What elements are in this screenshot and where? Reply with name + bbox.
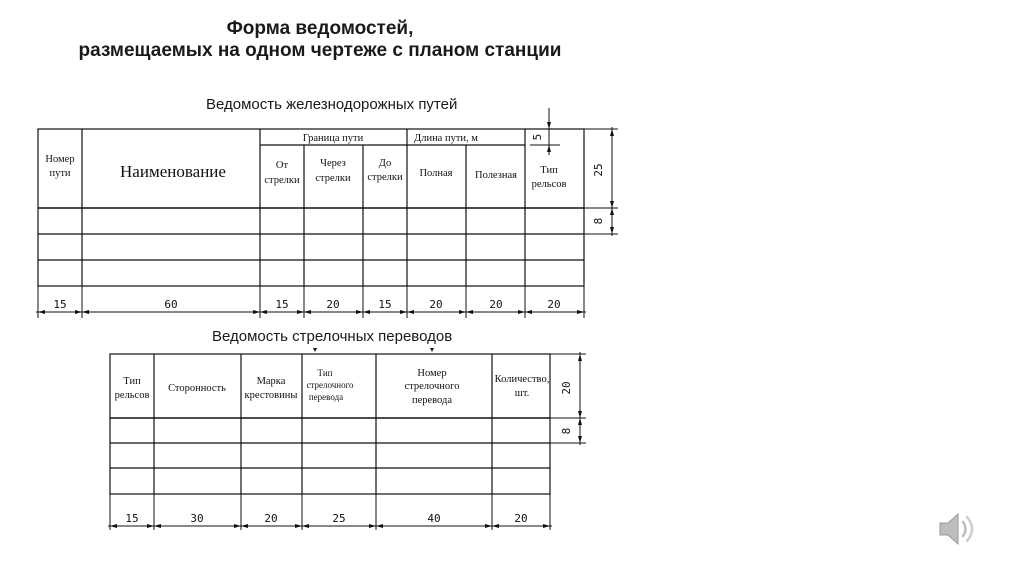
t1-h-nomer-2: пути — [49, 168, 71, 179]
t2-h-nomer-2: стрелочного — [404, 381, 460, 392]
t1-h-name: Наименование — [120, 162, 226, 181]
t2-h-nomer-1: Номер — [417, 368, 447, 379]
t2-h-tipp-3: перевода — [308, 392, 344, 402]
t1-h-cherez-2: стрелки — [315, 173, 351, 184]
t2-dim-1: 15 — [125, 512, 139, 525]
table1-dimension-labels — [53, 298, 560, 311]
t2-h-kol-1: Количество, — [494, 374, 550, 385]
t1-h-ot-1: От — [275, 160, 289, 171]
t1-h-tip-2: рельсов — [531, 179, 567, 190]
t2-h-marka-2: крестовины — [244, 390, 298, 401]
t1-dim-8: 20 — [547, 298, 561, 311]
table2-top-markers — [313, 348, 434, 352]
t1-dim-1: 15 — [53, 298, 67, 311]
table1-right-arrows — [547, 122, 614, 234]
t2-dim-3: 20 — [264, 512, 278, 525]
t2-h-nomer-3: перевода — [411, 395, 453, 406]
t2-h-marka-1: Марка — [256, 376, 286, 387]
t2-h-tip-1: Тип — [123, 376, 141, 387]
t1-dim-4: 20 — [326, 298, 340, 311]
t1-dim-height: 25 — [592, 163, 605, 177]
table2-caption: Ведомость стрелочных переводов — [212, 328, 453, 345]
t1-h-dlina: Длина пути, м — [414, 133, 478, 144]
t2-h-tipp-1: Тип — [317, 368, 333, 378]
table2-dimension-labels — [125, 512, 527, 525]
t1-dim-row: 8 — [592, 217, 605, 225]
t1-h-tip-1: Тип — [540, 165, 558, 176]
t1-h-cherez-1: Через — [320, 158, 346, 169]
t1-h-polnaya: Полная — [419, 168, 453, 179]
t1-dim-top: 5 — [531, 133, 544, 141]
t2-h-storonnost: Сторонность — [168, 383, 226, 394]
t1-h-poleznaya: Полезная — [475, 170, 517, 181]
t1-h-granitsa: Граница пути — [302, 133, 364, 144]
speaker-icon[interactable] — [932, 505, 980, 553]
t2-dim-6: 20 — [514, 512, 528, 525]
t2-dim-5: 40 — [427, 512, 441, 525]
slide-title-line1: Форма ведомостей, — [226, 18, 414, 39]
t2-h-tipp-2: стрелочного — [306, 380, 354, 390]
t2-dim-4: 25 — [332, 512, 346, 525]
t1-dim-7: 20 — [489, 298, 503, 311]
t2-h-kol-2: шт. — [514, 388, 530, 399]
t1-dim-3: 15 — [275, 298, 289, 311]
t2-dim-height: 20 — [560, 381, 573, 395]
table1-caption: Ведомость железнодорожных путей — [206, 96, 458, 113]
t1-dim-6: 20 — [429, 298, 443, 311]
t1-h-nomer-1: Номер — [45, 154, 75, 165]
t1-dim-5: 15 — [378, 298, 392, 311]
t2-h-tip-2: рельсов — [114, 390, 150, 401]
t1-h-ot-2: стрелки — [264, 175, 300, 186]
t1-dim-2: 60 — [164, 298, 178, 311]
slide-title-line2: размещаемых на одном чертеже с планом станции — [78, 40, 562, 61]
t2-dim-2: 30 — [190, 512, 204, 525]
t2-dim-row: 8 — [560, 427, 573, 435]
table2-header — [115, 368, 550, 406]
table1-grid — [38, 129, 584, 286]
t1-h-do-2: стрелки — [367, 172, 403, 183]
table1-header — [45, 133, 566, 190]
t1-h-do-1: До — [378, 158, 392, 169]
